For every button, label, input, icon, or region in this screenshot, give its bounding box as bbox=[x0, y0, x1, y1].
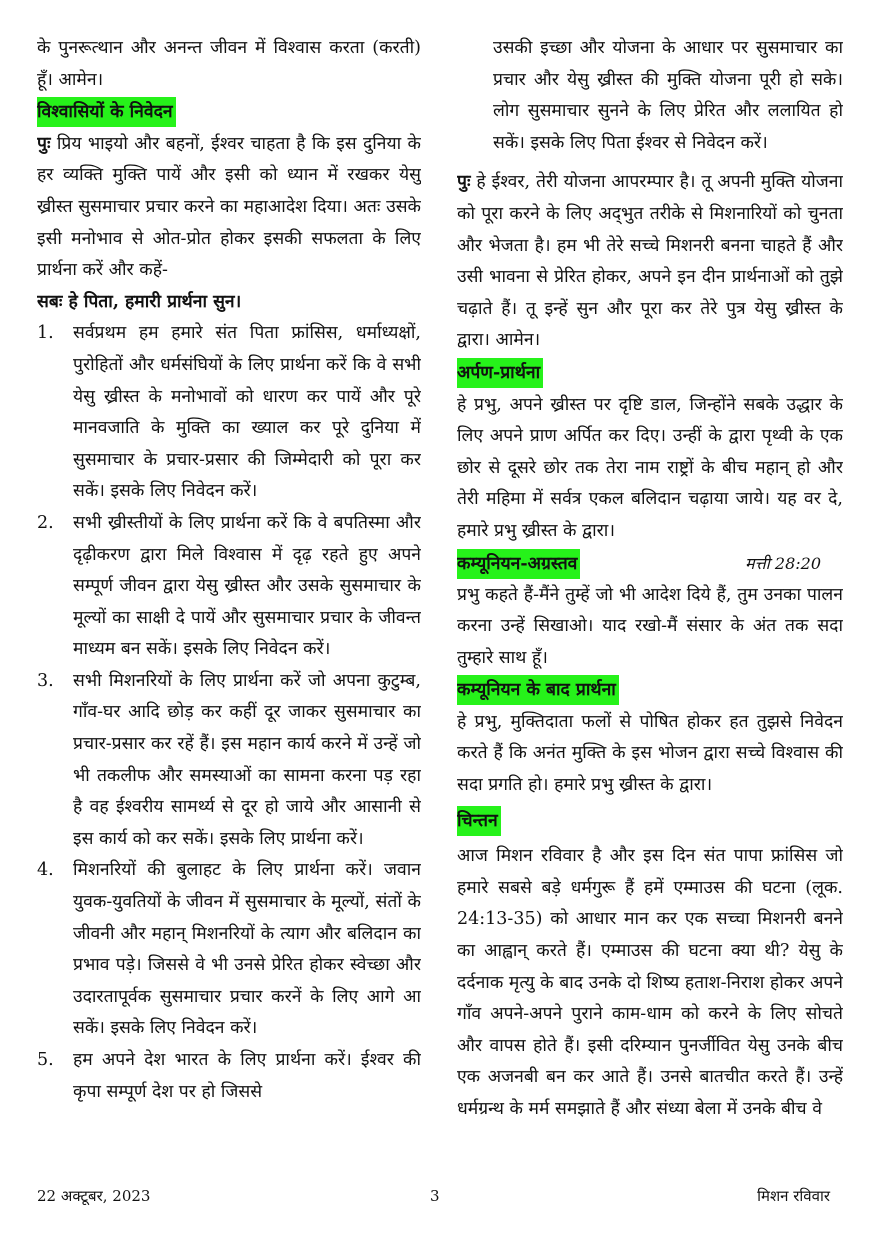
petition-item bbox=[37, 1045, 421, 1108]
priest-label: पुः bbox=[457, 172, 471, 193]
heading-communion-antiphon: कम्यूनियन-अग्रस्तव bbox=[457, 549, 580, 579]
petition-item bbox=[37, 508, 421, 666]
heading-offertory: अर्पण-प्रार्थना bbox=[457, 358, 543, 388]
priest-intro-text: प्रिय भाइयो और बहनों, ईश्वर चाहता है कि इस दुनिया के हर व्यक्ति मुक्ति पायें और इसी को ध्यान में रखकर येसु ख्रीस्त सुसमाचार प्रचार करने का महाआदेश दिया। अतः उसके इसी मनोभाव से ओत-प्रोत होकर इसकी सफलता के लिए प्रार्थना करें और कहें- bbox=[37, 133, 421, 281]
priest-closing-text: हे ईश्वर, तेरी योजना आपरम्पार है। तू अपनी मुक्ति योजना को पूरा करने के लिए अद्‌भुत तरीके से मिशनारियों को चुनता और भेजता है। हम भी तेरे सच्चे मिशनरी बनना चाहते हैं और उसी भावना से प्रेरित होकर, अपने इन दीन प्रार्थनाओं को तुझे चढ़ाते हैं। तू इन्हें सुन और पूरा कर तेरे पुत्र येसु ख्रीस्त के द्वारा। आमेन। bbox=[457, 172, 843, 351]
reflection-text: आज मिशन रविवार है और इस दिन संत पापा फ्रांसिस जो हमारे सबसे बड़े धर्मगुरू हैं हमें एम्माउस की घटना (लूक. 24:13-35) को आधार मान कर एक सच्चा मिशनरी बनने का आह्वान् करते हैं। एम्माउस की घटना क्या थी? येसु के दर्दनाक मृत्यु के बाद उनके दो शिष्य हताश-निराश होकर अपने गाँव अपने-अपने पुराने काम-धाम को करने के लिए सोचते और वापस होते हैं। इसी दरिम्यान पुनर्जीवित येसु उनके बीच एक अजनबी बन कर आते हैं। उनसे बातचीत करते हैं। उन्हें धर्मग्रन्थ के मर्म समझाते हैं और संध्या बेला में उनके बीच वे bbox=[457, 846, 843, 1119]
creed-ending: के पुनरूत्थान और अनन्त जीवन में विश्वास करता (करती) हूँ। आमेन। bbox=[37, 38, 421, 90]
petition-number: 5. bbox=[37, 1050, 54, 1070]
section-heading-offertory bbox=[457, 357, 843, 390]
footer-title: मिशन रविवार bbox=[757, 1187, 830, 1205]
footer-date: 22 अक्टूबर, 2023 bbox=[37, 1187, 151, 1205]
petition-list bbox=[37, 318, 421, 1108]
petition-number: 3. bbox=[37, 670, 54, 691]
priest-closing-paragraph bbox=[457, 167, 843, 357]
petition-text: मिशनरियों की बुलाहट के लिए प्रार्थना करें। जवान युवक-युवतियों के जीवन में सुसमाचार के मूल्यों, संतों के जीवनी और महान् मिशनरियों के त्याग और बलिदान का प्रभाव पड़े। जिससे वे भी उनसे प्रेरित होकर स्वेच्छा और उदारतापूर्वक सुसमाचार प्रचार करनें के लिए आगे आ सकें। इसके लिए निवेदन करें। bbox=[73, 860, 421, 1039]
section-heading-petitions bbox=[37, 96, 421, 129]
petition-number: 1. bbox=[37, 323, 54, 344]
petition-5-continued: उसकी इच्छा और योजना के आधार पर सुसमाचार का प्रचार और येसु ख्रीस्त की मुक्ति योजना पूरी हो सके। लोग सुसमाचार सुनने के लिए प्रेरित और ललायित हो सकें। इसके लिए पिता ईश्वर से निवेदन करें। bbox=[493, 38, 843, 153]
scripture-reference: मत्ती 28:20 bbox=[745, 553, 821, 573]
petition-text: सभी मिशनरियों के लिए प्रार्थना करें जो अपना कुटुम्ब, गाँव-घर आदि छोड़ कर कहीं दूर जाकर सुसमाचार का प्रचार-प्रसार कर रहें हैं। इस महान कार्य करने में उन्हें जो भी तकलीफ और समस्याओं का सामना करना पड़ रहा है वह ईश्वरीय सामर्थ्य से दूर हो जाये और आसानी से इस कार्य को कर सकें। इसके लिए प्रार्थना करें। bbox=[73, 670, 421, 849]
heading-reflection: चिन्तन bbox=[457, 806, 501, 836]
petition-number: 4. bbox=[37, 860, 54, 881]
petition-text: हम अपने देश भारत के लिए प्रार्थना करें। ईश्वर की कृपा सम्पूर्ण देश पर हो जिससे bbox=[73, 1050, 421, 1102]
page-number: 3 bbox=[430, 1187, 440, 1205]
petition-text: सभी ख्रीस्तीयों के लिए प्रार्थना करें कि वे बपतिस्मा और दृढ़ीकरण द्वारा मिले विश्वास में दृढ़ रहते हुए अपने सम्पूर्ण जीवन द्वारा येसु ख्रीस्त और उसके सुसमाचार के मूल्यों का साक्षी दे पायें और सुसमाचार प्रचार के जीवन्त माध्यम बन सकें। इसके लिए निवेदन करें। bbox=[73, 512, 421, 660]
priest-intro-paragraph bbox=[37, 129, 421, 287]
section-heading-reflection bbox=[457, 805, 843, 838]
congregation-response: सबः हे पिता, हमारी प्रार्थना सुन। bbox=[37, 291, 242, 312]
heading-petitions: विश्वासियों के निवेदन bbox=[37, 97, 176, 127]
offertory-text: हे प्रभु, अपने ख्रीस्त पर दृष्टि डाल, जिन्होंने सबके उद्धार के लिए अपने प्राण अर्पित कर दिए। उन्हीं के द्वारा पृथ्वी के एक छोर से दूसरे छोर तक तेरा नाम राष्ट्रों के बीच महान् हो और तेरी महिमा में सर्वत्र एकल बलिदान चढ़ाया जाये। यह वर दे, हमारे प्रभु ख्रीस्त के द्वारा। bbox=[457, 394, 843, 541]
petition-item bbox=[37, 318, 421, 508]
right-column bbox=[457, 33, 843, 1175]
communion-antiphon-text: प्रभु कहते हैं-मैंने तुम्हें जो भी आदेश दिये हैं, तुम उनका पालन करना उन्हें सिखाओ। याद रखो-मैं संसार के अंत तक सदा तुम्हारे साथ हूँ। bbox=[457, 584, 843, 668]
post-communion-text: हे प्रभु, मुक्तिदाता फलों से पोषित होकर हत तुझसे निवेदन करते हैं कि अनंत मुक्ति के इस भोजन द्वारा सच्चे विश्वास की सदा प्रगति हो। हमारे प्रभु ख्रीस्त के द्वारा। bbox=[457, 711, 843, 796]
petition-item bbox=[37, 666, 421, 856]
section-heading-communion-antiphon bbox=[457, 548, 843, 580]
priest-label: पुः bbox=[37, 133, 51, 154]
section-heading-post-communion bbox=[457, 674, 843, 707]
heading-post-communion: कम्यूनियन के बाद प्रार्थना bbox=[457, 675, 619, 705]
petition-item bbox=[37, 855, 421, 1045]
left-column bbox=[37, 33, 421, 1175]
petition-number: 2. bbox=[37, 512, 54, 533]
petition-text: सर्वप्रथम हम हमारे संत पिता फ्रांसिस, धर्माध्यक्षों, पुरोहितों और धर्मसंघियों के लिए प्रार्थना करें कि वे सभी येसु ख्रीस्त के मनोभावों को धारण कर पायें और पूरे मानवजाति के मुक्ति का ख्याल कर पूरे दुनिया में सुसमाचार के प्रचार-प्रसार की जिम्मेदारी को पूरा कर सकें। इसके लिए निवेदन करें। bbox=[73, 323, 421, 502]
